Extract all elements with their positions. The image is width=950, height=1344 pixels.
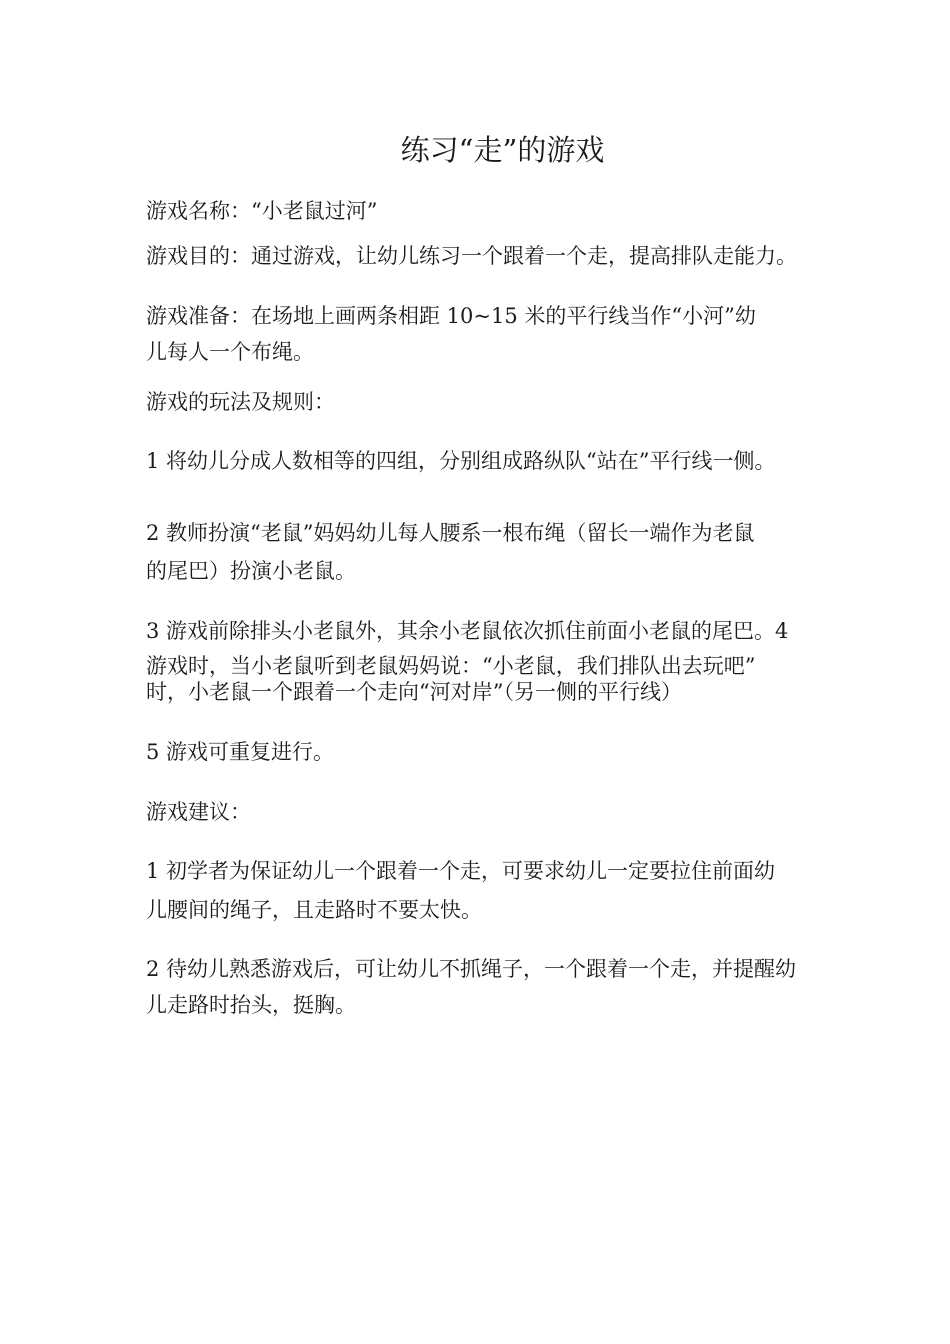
- suggestion-1: 1 初学者为保证幼儿一个跟着一个走，可要求幼儿一定要拉住前面幼: [146, 859, 776, 883]
- suggestion-2-cont: 儿走路时抬头，挺胸。: [146, 993, 356, 1017]
- rule-3: 3 游戏前除排头小老鼠外，其余小老鼠依次抓住前面小老鼠的尾巴。4: [146, 619, 789, 643]
- rule-2: 2 教师扮演“老鼠”妈妈幼儿每人腰系一根布绳（留长一端作为老鼠: [146, 521, 755, 545]
- rule-4: 游戏时，当小老鼠听到老鼠妈妈说：“小老鼠，我们排队出去玩吧”: [146, 654, 756, 678]
- rule-4-cont: 时，小老鼠一个跟着一个走向“河对岸”（另一侧的平行线）: [146, 680, 682, 704]
- document-title: 练习“走”的游戏: [400, 133, 605, 167]
- suggestion-1-cont: 儿腰间的绳子，且走路时不要太快。: [146, 898, 482, 922]
- rule-2-cont: 的尾巴）扮演小老鼠。: [146, 559, 356, 583]
- rule-1: 1 将幼儿分成人数相等的四组，分别组成路纵队“站在”平行线一侧。: [146, 449, 776, 473]
- rules-heading: 游戏的玩法及规则：: [146, 390, 335, 414]
- game-prep-line-cont: 儿每人一个布绳。: [146, 340, 314, 364]
- rule-5: 5 游戏可重复进行。: [146, 740, 335, 764]
- game-name-line: 游戏名称：“小老鼠过河”: [146, 199, 378, 223]
- suggestion-2: 2 待幼儿熟悉游戏后，可让幼儿不抓绳子，一个跟着一个走，并提醒幼: [146, 957, 797, 981]
- suggestions-heading: 游戏建议：: [146, 800, 251, 824]
- game-goal-line: 游戏目的：通过游戏，让幼儿练习一个跟着一个走，提高排队走能力。: [146, 244, 797, 268]
- game-prep-line: 游戏准备：在场地上画两条相距 10~15 米的平行线当作“小河”幼: [146, 304, 756, 328]
